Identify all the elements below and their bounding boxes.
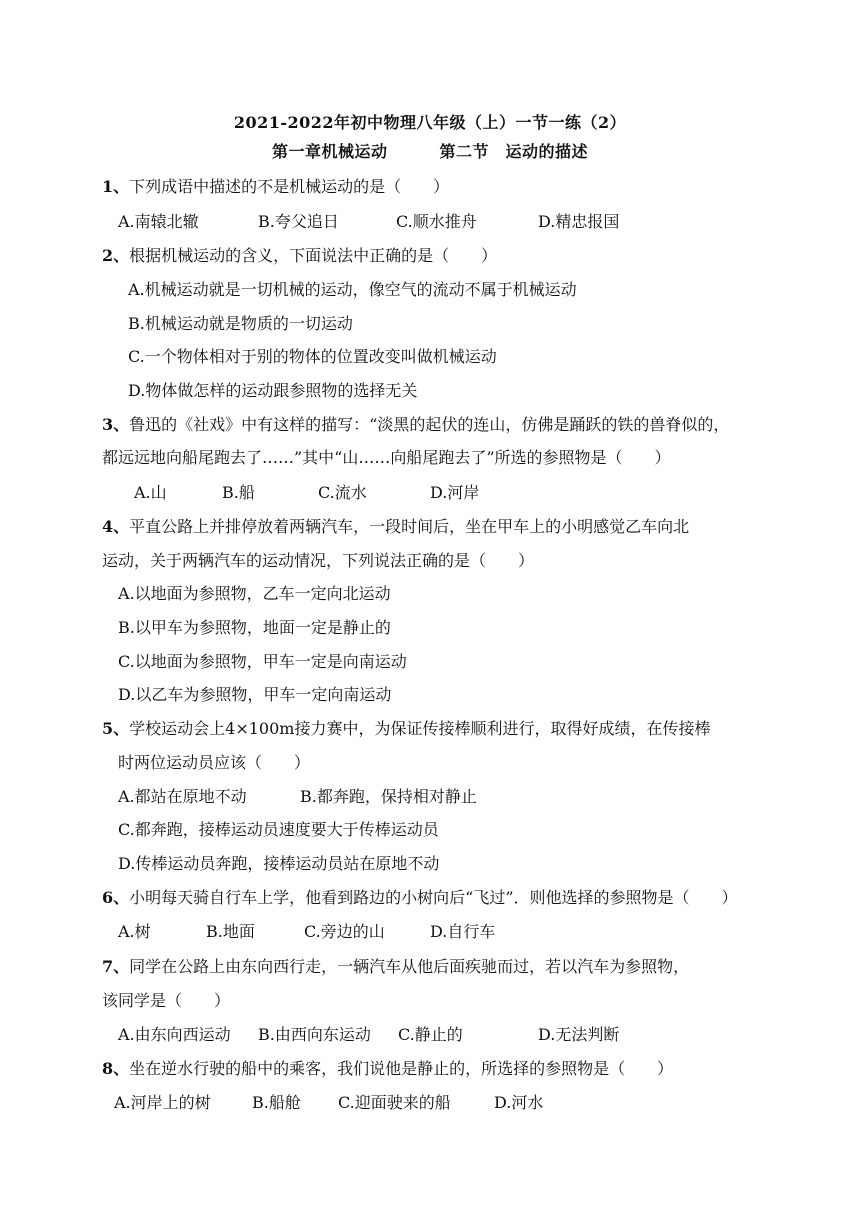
option-a: A.河岸上的树	[114, 1093, 211, 1112]
option-a: A.树	[118, 922, 151, 941]
chapter-label: 第一章机械运动	[271, 142, 388, 161]
option-b: B.由西向东运动	[258, 1025, 371, 1044]
question-8-stem: 8、坐在逆水行驶的船中的乘客，我们说他是静止的，所选择的参照物是（ ）	[102, 1059, 674, 1078]
section-label: 第二节 运动的描述	[439, 142, 589, 161]
question-number: 7、	[102, 957, 130, 976]
option-a: A.山	[134, 483, 167, 502]
option-c: C.迎面驶来的船	[338, 1093, 451, 1112]
question-2-option-b: B.机械运动就是物质的一切运动	[128, 314, 353, 333]
option-b: B.夸父追日	[258, 212, 339, 231]
question-number: 6、	[102, 888, 130, 907]
question-4-option-b: B.以甲车为参照物，地面一定是静止的	[118, 618, 391, 637]
option-b: B.地面	[206, 922, 255, 941]
question-4-stem: 4、平直公路上并排停放着两辆汽车，一段时间后，坐在甲车上的小明感觉乙车向北	[102, 517, 690, 536]
option-c: C.旁边的山	[304, 922, 385, 941]
question-3-stem: 3、鲁迅的《社戏》中有这样的描写：“淡黑的起伏的连山，仿佛是踊跃的铁的兽脊似的，	[102, 415, 730, 434]
option-c: C.静止的	[398, 1025, 463, 1044]
question-1-stem: 1、下列成语中描述的不是机械运动的是（ ）	[102, 177, 450, 196]
question-2-option-c: C.一个物体相对于别的物体的位置改变叫做机械运动	[128, 347, 497, 366]
option-d: D.河水	[494, 1093, 544, 1112]
question-6-stem: 6、小明每天骑自行车上学，他看到路边的小树向后“飞过”．则他选择的参照物是（ ）	[102, 888, 738, 907]
question-5-stem: 5、学校运动会上4×100m接力赛中，为保证传接棒顺利进行，取得好成绩，在传接棒	[102, 719, 711, 738]
worksheet-title: 2021-2022年初中物理八年级（上）一节一练（2）	[233, 113, 627, 132]
option-b: B.船	[222, 483, 255, 502]
question-4-option-a: A.以地面为参照物，乙车一定向北运动	[118, 584, 391, 603]
question-number: 1、	[102, 177, 130, 196]
option-a: A.南辕北辙	[118, 212, 199, 231]
question-number: 3、	[102, 415, 130, 434]
option-a: A.由东向西运动	[118, 1025, 231, 1044]
question-2-stem: 2、根据机械运动的含义，下面说法中正确的是（ ）	[102, 246, 498, 265]
question-4-option-d: D.以乙车为参照物，甲车一定向南运动	[118, 685, 392, 704]
option-b: B.都奔跑，保持相对静止	[300, 787, 477, 806]
option-c: C.顺水推舟	[396, 212, 477, 231]
question-5-option-c: C.都奔跑，接棒运动员速度要大于传棒运动员	[118, 820, 439, 839]
question-number: 2、	[102, 246, 130, 265]
chapter-heading	[0, 139, 860, 162]
option-d: D.河岸	[430, 483, 480, 502]
question-4-option-c: C.以地面为参照物，甲车一定是向南运动	[118, 652, 407, 671]
question-5-stem-line-2: 时两位运动员应该（ ）	[118, 753, 311, 772]
question-7-stem-line-2: 该同学是（ ）	[102, 991, 231, 1010]
question-5-option-d: D.传棒运动员奔跑，接棒运动员站在原地不动	[118, 854, 440, 873]
option-d: D.无法判断	[538, 1025, 620, 1044]
option-b: B.船舱	[252, 1093, 301, 1112]
question-3-stem-line-2: 都远远地向船尾跑去了……”其中“山……向船尾跑去了”所选的参照物是（ ）	[102, 448, 671, 467]
question-4-stem-line-2: 运动，关于两辆汽车的运动情况，下列说法正确的是（ ）	[102, 551, 535, 570]
question-number: 8、	[102, 1059, 130, 1078]
option-c: C.流水	[318, 483, 367, 502]
question-number: 5、	[102, 719, 130, 738]
question-7-stem: 7、同学在公路上由东向西行走，一辆汽车从他后面疾驰而过，若以汽车为参照物，	[102, 957, 690, 976]
question-2-option-d: D.物体做怎样的运动跟参照物的选择无关	[128, 381, 418, 400]
option-a: A.都站在原地不动	[118, 787, 247, 806]
option-d: D.自行车	[430, 922, 496, 941]
question-number: 4、	[102, 517, 130, 536]
question-2-option-a: A.机械运动就是一切机械的运动，像空气的流动不属于机械运动	[128, 280, 577, 299]
option-d: D.精忠报国	[538, 212, 620, 231]
